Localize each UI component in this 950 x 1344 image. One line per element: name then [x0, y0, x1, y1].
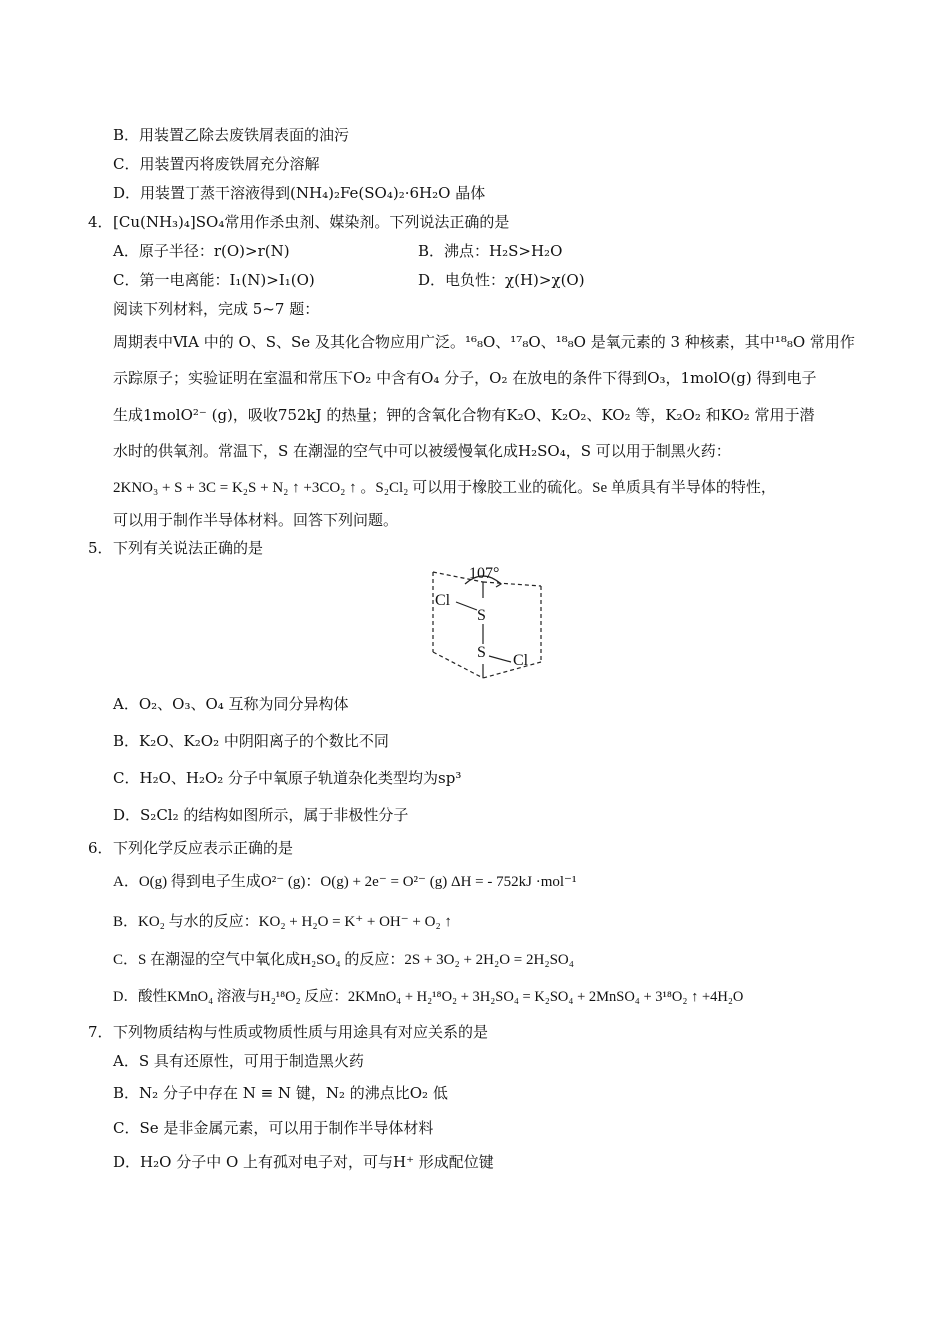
q7-option-a — [113, 1051, 364, 1071]
option-letter: D． — [113, 806, 141, 824]
q5-stem — [88, 538, 263, 558]
chlorine-atom-left: Cl — [435, 592, 451, 609]
q4-option-a — [113, 241, 290, 261]
sulfur-atom-top: S — [477, 607, 486, 624]
reading-paragraph-line: 生成1molO²⁻ (g)，吸收752kJ 的热量；钾的含氧化合物有K₂O、K₂O₂、KO₂ 等，K₂O₂ 和KO₂ 常用于潜 — [113, 406, 815, 424]
q6-stem — [88, 838, 293, 858]
option-text: 沸点：H₂S>H₂O — [444, 242, 563, 260]
option-text: 酸性KMnO₄ 溶液与H₂¹⁸O₂ 反应：2KMnO₄ + H₂¹⁸O₂ + 3H₂SO₄ = K₂SO₄ + 2MnSO₄ + 3¹⁸O₂ ↑ +4H₂O — [137, 989, 744, 1005]
option-text: S 在潮湿的空气中氧化成H₂SO₄ 的反应：2S + 3O₂ + 2H₂O = 2H₂SO₄ — [138, 952, 574, 968]
option-letter: B． — [113, 732, 140, 750]
option-letter: D． — [113, 989, 138, 1005]
q3-option-c — [113, 154, 320, 174]
option-text: O(g) 得到电子生成O²⁻ (g)：O(g) + 2e⁻ = O²⁻ (g) ΔH = - 752kJ ·mol⁻¹ — [138, 874, 577, 890]
q4-option-c — [113, 270, 315, 290]
option-text: H₂O 分子中 O 上有孤对电子对，可与H⁺ 形成配位键 — [140, 1153, 494, 1171]
question-text: [Cu(NH₃)₄]SO₄常用作杀虫剂、媒染剂。下列说法正确的是 — [113, 213, 510, 231]
option-letter: C． — [113, 769, 140, 787]
bond-angle-label: 107° — [469, 565, 500, 582]
q5-option-c — [113, 768, 461, 788]
q5-option-a — [113, 694, 349, 714]
option-letter: C． — [113, 155, 140, 173]
q5-option-d — [113, 805, 408, 825]
q6-option-b — [113, 912, 452, 932]
q7-stem — [88, 1022, 488, 1042]
reading-intro: 阅读下列材料，完成 5~7 题： — [113, 300, 320, 318]
option-letter: C． — [113, 271, 140, 289]
q7-option-c — [113, 1118, 433, 1138]
option-text: 用装置丁蒸干溶液得到(NH₄)₂Fe(SO₄)₂·6H₂O 晶体 — [140, 184, 486, 202]
option-letter: A． — [113, 1052, 139, 1070]
s2cl2-structure-figure — [425, 560, 550, 685]
q5-option-b — [113, 731, 389, 751]
option-text: N₂ 分子中存在 N ≡ N 键，N₂ 的沸点比O₂ 低 — [139, 1084, 448, 1102]
q4-option-b — [418, 241, 562, 261]
option-text: KO₂ 与水的反应：KO₂ + H₂O = K⁺ + OH⁻ + O₂ ↑ — [138, 914, 452, 930]
option-text: S 具有还原性，可用于制造黑火药 — [138, 1052, 364, 1070]
option-text: 电负性：χ(H)>χ(O) — [445, 271, 585, 289]
option-text: 用装置丙将废铁屑充分溶解 — [139, 155, 320, 173]
question-number: 5． — [88, 539, 113, 557]
option-text: H₂O、H₂O₂ 分子中氧原子轨道杂化类型均为sp³ — [139, 769, 462, 787]
q4-option-d — [418, 270, 585, 290]
reading-paragraph-line: 2KNO₃ + S + 3C = K₂S + N₂ ↑ +3CO₂ ↑ 。S₂Cl₂ 可以用于橡胶工业的硫化。Se 单质具有半导体的特性， — [113, 480, 776, 496]
option-letter: D． — [113, 1153, 141, 1171]
option-letter: C． — [113, 952, 139, 968]
option-text: O₂、O₃、O₄ 互称为同分异构体 — [138, 695, 349, 713]
option-text: S₂Cl₂ 的结构如图所示，属于非极性分子 — [140, 806, 409, 824]
option-letter: C． — [113, 1119, 140, 1137]
question-number: 4． — [88, 213, 113, 231]
question-text: 下列化学反应表示正确的是 — [113, 839, 294, 857]
sulfur-atom-bottom: S — [477, 644, 486, 661]
option-letter: D． — [418, 271, 446, 289]
q3-option-b — [113, 125, 349, 145]
option-text: 原子半径：r(O)>r(N) — [138, 242, 290, 260]
option-text: 第一电离能：I₁(N)>I₁(O) — [139, 271, 315, 289]
q4-stem — [88, 212, 509, 232]
option-letter: A． — [113, 242, 139, 260]
option-text: 用装置乙除去废铁屑表面的油污 — [139, 126, 350, 144]
q6-option-d — [113, 987, 743, 1007]
reading-paragraph-line: 周期表中ⅥA 中的 O、S、Se 及其化合物应用广泛。¹⁶₈O、¹⁷₈O、¹⁸₈O 是氧元素的 3 种核素，其中¹⁸₈O 常用作 — [113, 333, 855, 351]
q6-option-c — [113, 950, 574, 970]
option-text: K₂O、K₂O₂ 中阴阳离子的个数比不同 — [139, 732, 389, 750]
reading-paragraph-line: 水时的供氧剂。常温下，S 在潮湿的空气中可以被缓慢氧化成H₂SO₄，S 可以用于制黑火药： — [113, 442, 731, 460]
question-text: 下列有关说法正确的是 — [113, 539, 264, 557]
option-letter: B． — [113, 1084, 140, 1102]
q3-option-d — [113, 183, 485, 203]
option-letter: D． — [113, 184, 141, 202]
q7-option-d — [113, 1152, 494, 1172]
question-number: 7． — [88, 1023, 113, 1041]
option-text: Se 是非金属元素，可以用于制作半导体材料 — [139, 1119, 434, 1137]
question-text: 下列物质结构与性质或物质性质与用途具有对应关系的是 — [113, 1023, 489, 1041]
q7-option-b — [113, 1083, 448, 1103]
reading-paragraph-line: 可以用于制作半导体材料。回答下列问题。 — [113, 511, 399, 529]
option-letter: B． — [113, 126, 140, 144]
reading-paragraph-line: 示踪原子；实验证明在室温和常压下O₂ 中含有O₄ 分子，O₂ 在放电的条件下得到O₃，1molO(g) 得到电子 — [113, 369, 817, 387]
q6-option-a — [113, 872, 576, 892]
chlorine-atom-right: Cl — [513, 652, 529, 669]
option-letter: A． — [113, 874, 139, 890]
question-number: 6． — [88, 839, 113, 857]
option-letter: B． — [113, 914, 139, 930]
option-letter: A． — [113, 695, 139, 713]
option-letter: B． — [418, 242, 445, 260]
